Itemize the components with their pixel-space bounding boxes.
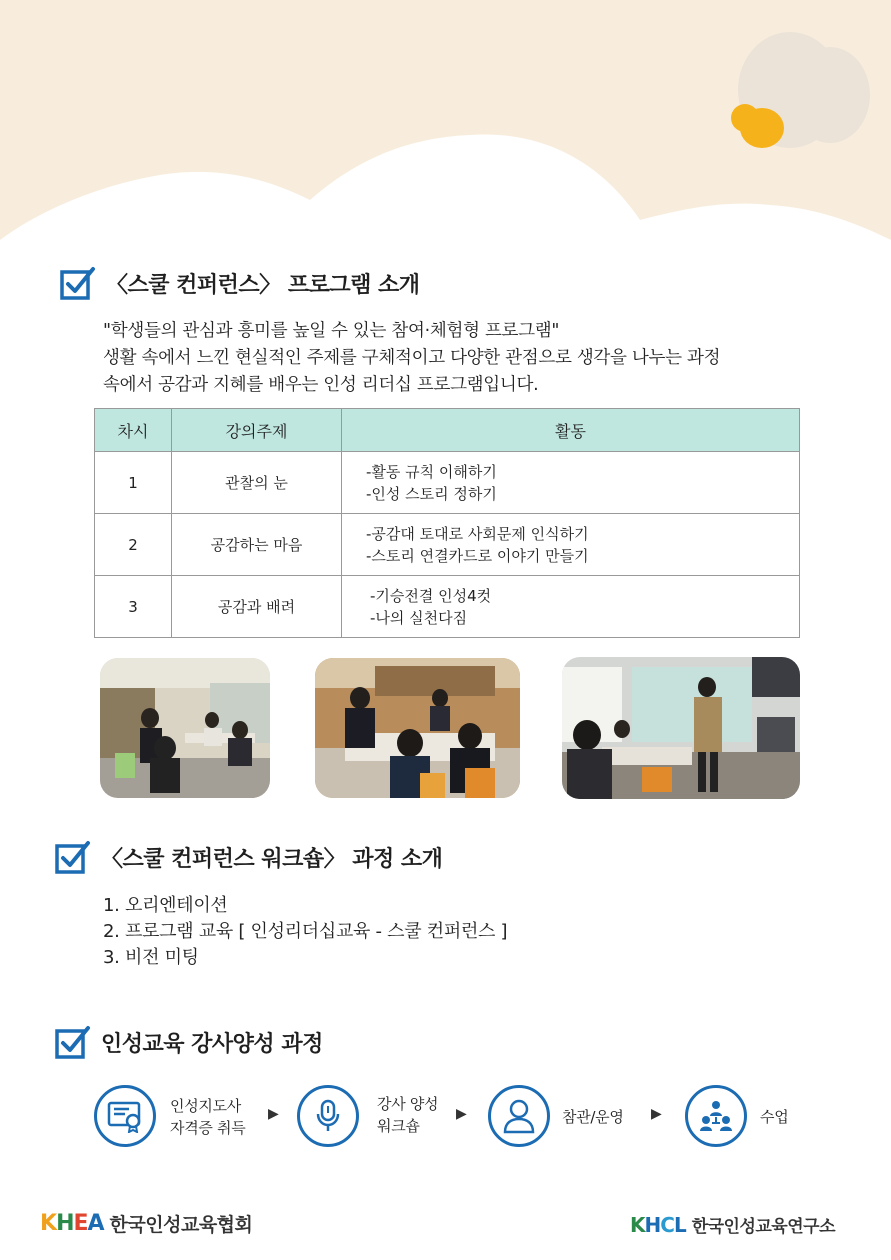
session-cell: 2 xyxy=(95,514,172,576)
header-topic: 강의주제 xyxy=(172,409,342,452)
activity-cell xyxy=(342,576,800,638)
session-cell: 1 xyxy=(95,452,172,514)
table-row xyxy=(95,452,800,514)
checkbox-checked-icon xyxy=(60,266,96,300)
flow-label-line: 강사 양성 xyxy=(377,1095,439,1113)
intro-line: "학생들의 관심과 흥미를 높일 수 있는 참여·체험형 프로그램" xyxy=(103,321,560,341)
checkbox-checked-icon xyxy=(55,840,91,874)
arrow-right-icon: ▶ xyxy=(651,1106,662,1122)
arrow-right-icon: ▶ xyxy=(268,1106,279,1122)
logo-mark: KHCL xyxy=(630,1212,686,1237)
table-header-row xyxy=(95,409,800,452)
flow-step-workshop xyxy=(297,1085,359,1147)
section-title-text: 〈스쿨 컨퍼런스 워크숍〉 과정 소개 xyxy=(101,846,443,872)
flow-step-certificate xyxy=(94,1085,156,1147)
session-cell: 3 xyxy=(95,576,172,638)
header-session: 차시 xyxy=(95,409,172,452)
person-icon xyxy=(488,1085,550,1147)
flow-label xyxy=(377,1093,438,1137)
classroom-photo xyxy=(100,658,270,798)
table-row xyxy=(95,576,800,638)
flow-label-line: 수업 xyxy=(760,1108,789,1126)
activity-cell xyxy=(342,514,800,576)
step-item: 1. 오리엔테이션 xyxy=(103,895,228,916)
logo-name: 한국인성교육연구소 xyxy=(691,1217,835,1237)
flow-step-observe xyxy=(488,1085,550,1147)
flow-label xyxy=(760,1106,788,1128)
flow-label xyxy=(170,1095,245,1139)
section-title-workshop xyxy=(55,840,442,874)
checkbox-checked-icon xyxy=(55,1025,91,1059)
step-item: 3. 비전 미팅 xyxy=(103,947,199,968)
network-people-icon xyxy=(685,1085,747,1147)
topic-cell: 공감하는 마음 xyxy=(172,514,342,576)
topic-cell: 공감과 배려 xyxy=(172,576,342,638)
certificate-icon xyxy=(94,1085,156,1147)
logo-khea xyxy=(40,1210,252,1237)
flow-step-class xyxy=(685,1085,747,1147)
classroom-photo xyxy=(562,657,800,799)
workshop-steps xyxy=(103,893,507,971)
intro-line: 생활 속에서 느낀 현실적인 주제를 구체적이고 다양한 관점으로 생각을 나누는 과정 xyxy=(103,348,721,368)
logo-mark: KHEA xyxy=(40,1211,104,1236)
logo-khcl xyxy=(630,1212,835,1237)
flow-label-line: 워크숍 xyxy=(377,1117,420,1135)
step-item: 2. 프로그램 교육 [ 인성리더십교육 - 스쿨 컨퍼런스 ] xyxy=(103,921,508,942)
header-activity: 활동 xyxy=(342,409,800,452)
section-title-instructor xyxy=(55,1025,323,1059)
activity-item: -스토리 연결카드로 이야기 만들기 xyxy=(366,546,589,565)
flow-label-line: 참관/운영 xyxy=(562,1108,624,1126)
section-title-text: 〈스쿨 컨퍼런스〉 프로그램 소개 xyxy=(106,272,420,298)
microphone-icon xyxy=(297,1085,359,1147)
logo-name: 한국인성교육협회 xyxy=(109,1214,253,1236)
flow-label-line: 인성지도사 xyxy=(170,1097,241,1115)
activity-item: -기승전결 인성4컷 xyxy=(370,586,492,605)
section-title-text: 인성교육 강사양성 과정 xyxy=(101,1031,323,1057)
program-intro xyxy=(103,318,803,399)
activity-item: -인성 스토리 정하기 xyxy=(366,484,497,503)
activity-item: -공감대 토대로 사회문제 인식하기 xyxy=(366,524,589,543)
intro-line: 속에서 공감과 지혜를 배우는 인성 리더십 프로그램입니다. xyxy=(103,375,539,395)
topic-cell: 관찰의 눈 xyxy=(172,452,342,514)
table-row xyxy=(95,514,800,576)
activity-cell xyxy=(342,452,800,514)
flow-label-line: 자격증 취득 xyxy=(170,1119,246,1137)
section-title-program xyxy=(60,266,420,300)
flow-label xyxy=(562,1106,624,1128)
program-table xyxy=(94,408,800,638)
activity-item: -나의 실천다짐 xyxy=(370,608,468,627)
arrow-right-icon: ▶ xyxy=(456,1106,467,1122)
classroom-photo xyxy=(315,658,520,798)
activity-item: -활동 규칙 이해하기 xyxy=(366,462,497,481)
